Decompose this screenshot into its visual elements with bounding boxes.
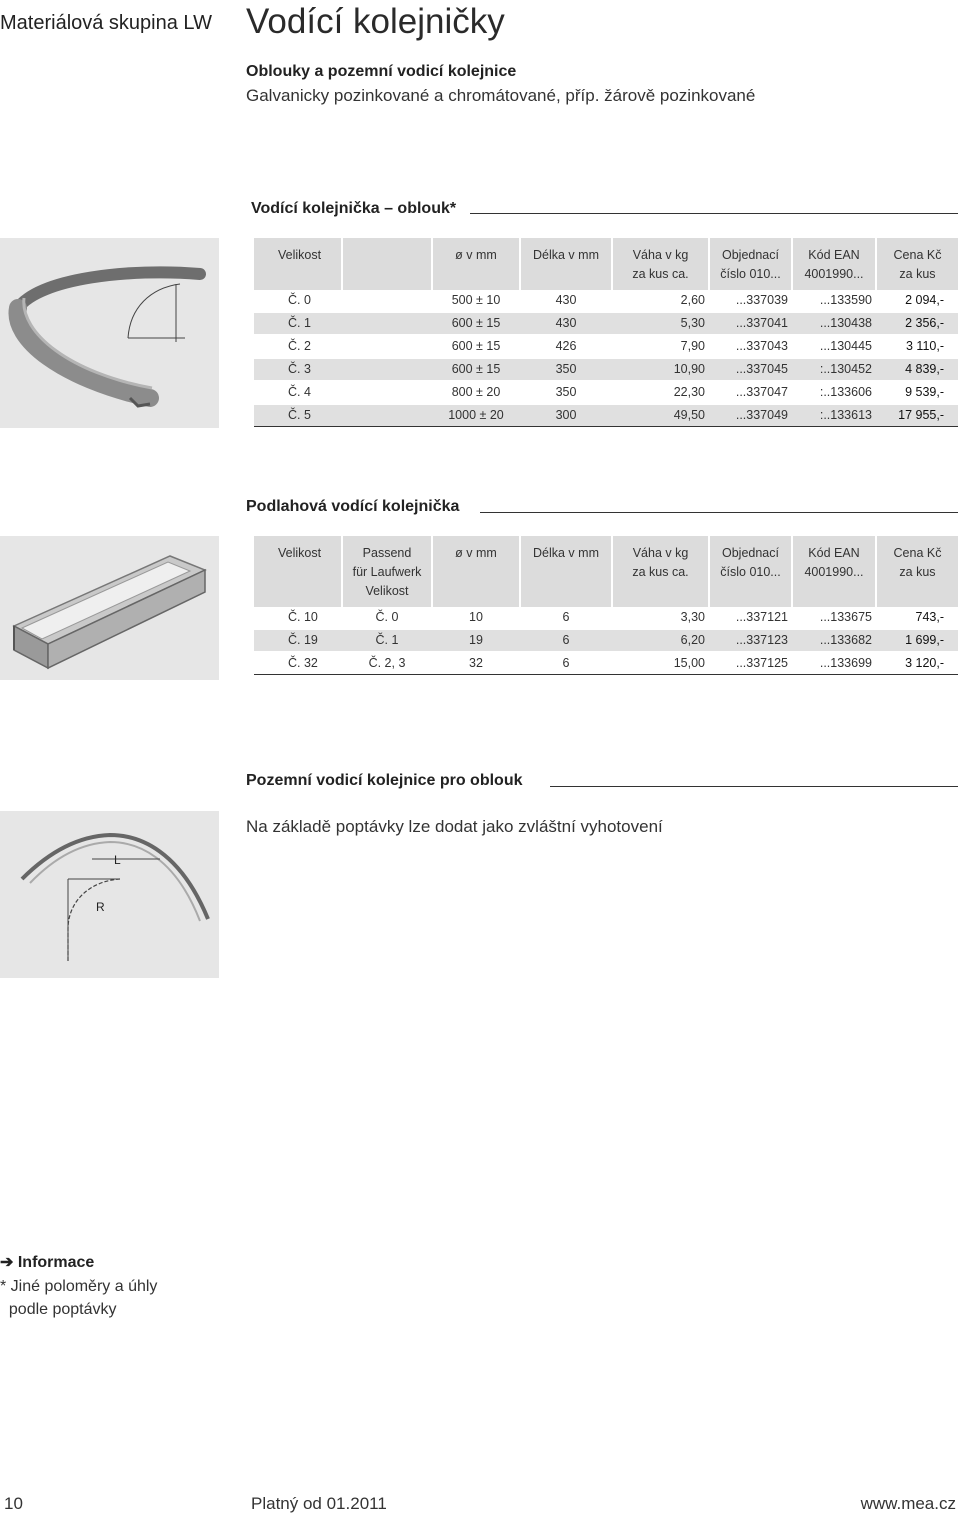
page-title: Vodící kolejničky <box>246 2 505 41</box>
cell-weight: 22,30 <box>612 381 709 404</box>
col-header: Kód EAN 4001990... <box>792 238 876 290</box>
cell-size: Č. 19 <box>254 629 342 652</box>
cell-size: Č. 0 <box>254 290 342 312</box>
page-subtitle: Oblouky a pozemní vodicí kolejnice <box>246 63 517 80</box>
cell-price: 743,- <box>876 607 958 629</box>
cell-ean: :..130452 <box>792 358 876 381</box>
cell-ean: ...133699 <box>792 652 876 675</box>
cell-length: 350 <box>520 358 612 381</box>
cell-fits-size: Č. 2, 3 <box>342 652 432 675</box>
cell-length: 350 <box>520 381 612 404</box>
cell-order-number: ...337043 <box>709 335 792 358</box>
section-heading-floor-rail: Podlahová vodící kolejnička <box>246 498 460 515</box>
cell-weight: 10,90 <box>612 358 709 381</box>
cell-ean: ...133590 <box>792 290 876 312</box>
cell-diameter: 32 <box>432 652 520 675</box>
valid-from: Platný od 01.2011 <box>251 1494 387 1513</box>
cell-weight: 3,30 <box>612 607 709 629</box>
page-subtitle-description: Galvanicky pozinkované a chromátované, příp. žárově pozinkované <box>246 86 756 105</box>
material-group-label: Materiálová skupina LW <box>0 12 212 34</box>
cell-order-number: ...337121 <box>709 607 792 629</box>
cell-length: 6 <box>520 607 612 629</box>
floor-rail-bend-icon <box>0 811 219 978</box>
cell-price: 3 120,- <box>876 652 958 675</box>
cell-size: Č. 32 <box>254 652 342 675</box>
cell-price: 4 839,- <box>876 358 958 381</box>
cell-weight: 5,30 <box>612 312 709 335</box>
cell-size: Č. 5 <box>254 404 342 427</box>
table-header-row <box>254 238 958 290</box>
cell-order-number: ...337049 <box>709 404 792 427</box>
floor-rail-bend-image <box>0 811 219 978</box>
table-row <box>254 335 958 358</box>
table-row <box>254 312 958 335</box>
table-row <box>254 290 958 312</box>
website-link[interactable]: www.mea.cz <box>860 1494 956 1513</box>
table-row <box>254 629 958 652</box>
col-header: Délka v mm <box>520 536 612 607</box>
diagram-label-length: L <box>114 853 121 867</box>
cell-weight: 15,00 <box>612 652 709 675</box>
col-header <box>342 238 432 290</box>
col-header: ø v mm <box>432 536 520 607</box>
section-divider <box>550 786 958 787</box>
curved-rail-icon <box>0 238 219 428</box>
col-header: Objednací číslo 010... <box>709 238 792 290</box>
cell-ean: :..133613 <box>792 404 876 427</box>
section-divider <box>480 512 958 513</box>
arrow-right-icon: ➔ <box>0 1254 14 1271</box>
cell-order-number: ...337125 <box>709 652 792 675</box>
cell-length: 426 <box>520 335 612 358</box>
cell-price: 1 699,- <box>876 629 958 652</box>
cell-length: 300 <box>520 404 612 427</box>
col-header: Váha v kg za kus ca. <box>612 238 709 290</box>
cell-size: Č. 1 <box>254 312 342 335</box>
col-header: Cena Kč za kus <box>876 536 958 607</box>
info-text: * Jiné poloměry a úhly podle poptávky <box>0 1278 158 1318</box>
table-header-row <box>254 536 958 607</box>
cell-size: Č. 10 <box>254 607 342 629</box>
cell-ean: ...130438 <box>792 312 876 335</box>
special-order-note: Na základě poptávky lze dodat jako zvláštní vyhotovení <box>246 817 663 836</box>
cell-price: 9 539,- <box>876 381 958 404</box>
section-heading-curve-rail: Vodící kolejnička – oblouk* <box>251 200 457 217</box>
col-header: Objednací číslo 010... <box>709 536 792 607</box>
cell-weight: 2,60 <box>612 290 709 312</box>
curve-rail-table <box>254 238 958 427</box>
page-number: 10 <box>4 1494 23 1513</box>
cell-order-number: ...337039 <box>709 290 792 312</box>
u-channel-rail-image <box>0 536 219 680</box>
col-header: Délka v mm <box>520 238 612 290</box>
cell-diameter: 600 ± 15 <box>432 358 520 381</box>
section-divider <box>470 213 958 214</box>
cell-ean: ...130445 <box>792 335 876 358</box>
cell-price: 17 955,- <box>876 404 958 427</box>
cell-price: 3 110,- <box>876 335 958 358</box>
cell-weight: 6,20 <box>612 629 709 652</box>
cell-size: Č. 3 <box>254 358 342 381</box>
cell-diameter: 800 ± 20 <box>432 381 520 404</box>
col-header: Váha v kg za kus ca. <box>612 536 709 607</box>
cell-order-number: ...337047 <box>709 381 792 404</box>
cell-size: Č. 2 <box>254 335 342 358</box>
curved-rail-image <box>0 238 219 428</box>
cell-diameter: 600 ± 15 <box>432 335 520 358</box>
col-header: Velikost <box>254 536 342 607</box>
cell-order-number: ...337041 <box>709 312 792 335</box>
info-heading-text: Informace <box>17 1254 95 1271</box>
cell-ean: :..133606 <box>792 381 876 404</box>
cell-fits-size: Č. 0 <box>342 607 432 629</box>
cell-diameter: 500 ± 10 <box>432 290 520 312</box>
col-header: ø v mm <box>432 238 520 290</box>
table-row <box>254 652 958 675</box>
cell-length: 430 <box>520 290 612 312</box>
table-row <box>254 404 958 427</box>
cell-weight: 49,50 <box>612 404 709 427</box>
col-header: Velikost <box>254 238 342 290</box>
cell-length: 430 <box>520 312 612 335</box>
col-header: Kód EAN 4001990... <box>792 536 876 607</box>
table-row <box>254 607 958 629</box>
cell-diameter: 19 <box>432 629 520 652</box>
cell-ean: ...133675 <box>792 607 876 629</box>
col-header: Passend für Laufwerk Velikost <box>342 536 432 607</box>
u-channel-rail-icon <box>0 536 219 680</box>
col-header: Cena Kč za kus <box>876 238 958 290</box>
cell-fits-size: Č. 1 <box>342 629 432 652</box>
cell-diameter: 10 <box>432 607 520 629</box>
cell-weight: 7,90 <box>612 335 709 358</box>
cell-size: Č. 4 <box>254 381 342 404</box>
table-row <box>254 358 958 381</box>
cell-length: 6 <box>520 629 612 652</box>
section-heading-bend-rail: Pozemní vodicí kolejnice pro oblouk <box>246 772 523 789</box>
cell-ean: ...133682 <box>792 629 876 652</box>
cell-order-number: ...337123 <box>709 629 792 652</box>
cell-diameter: 1000 ± 20 <box>432 404 520 427</box>
cell-diameter: 600 ± 15 <box>432 312 520 335</box>
info-heading <box>0 1252 94 1272</box>
cell-order-number: ...337045 <box>709 358 792 381</box>
floor-rail-table <box>254 536 958 675</box>
table-row <box>254 381 958 404</box>
cell-price: 2 356,- <box>876 312 958 335</box>
diagram-label-radius: R <box>96 900 105 914</box>
cell-price: 2 094,- <box>876 290 958 312</box>
cell-length: 6 <box>520 652 612 675</box>
